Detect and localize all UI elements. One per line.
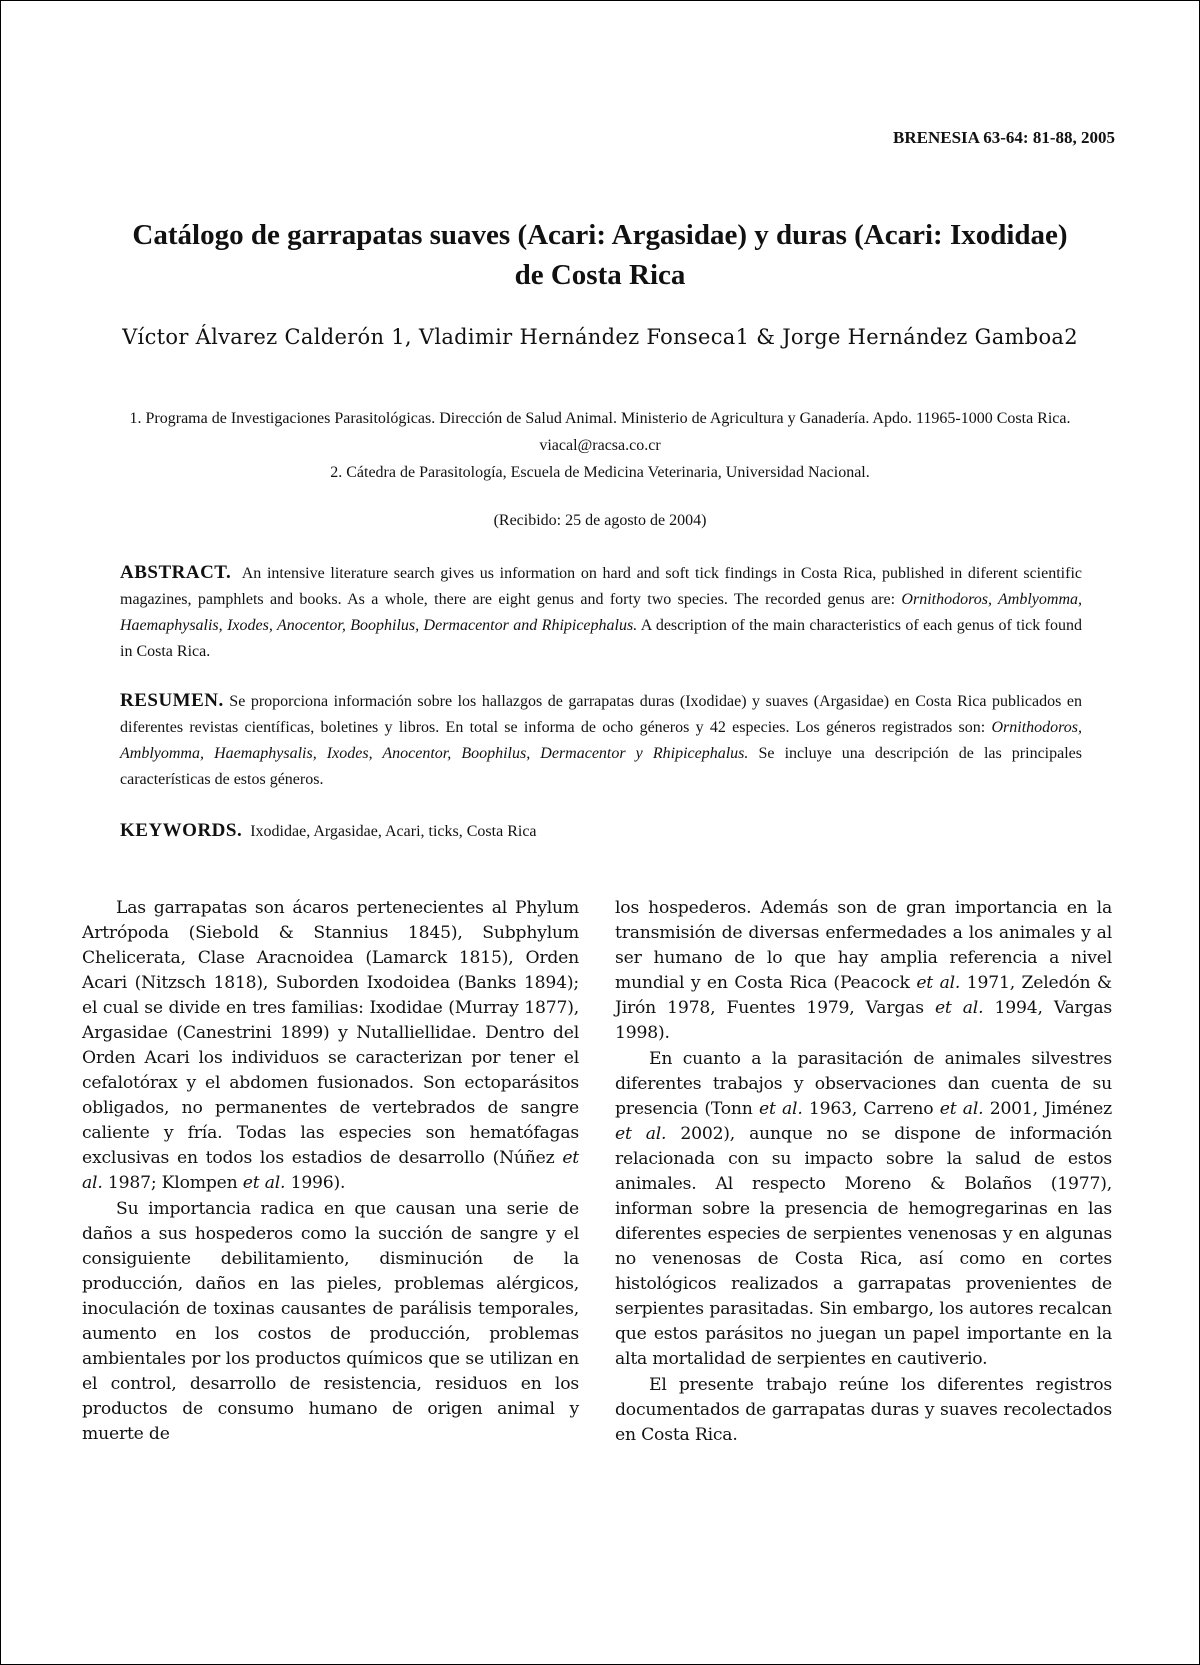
resumen-text-2: Se incluye una descripción de las principales características de estos géneros. xyxy=(120,745,1083,788)
body-column-left xyxy=(82,896,579,1448)
received-date: (Recibido: 25 de agosto de 2004) xyxy=(493,512,707,529)
resumen xyxy=(120,688,1082,793)
et-al: et al. xyxy=(934,998,984,1018)
abstract-text-1: An intensive literature search gives us information on hard and soft tick findings in Costa Rica, published in diferent scientific magazines, pamphlets and books. As a whole, there are eight genus and forty two species. The recorded genus are: xyxy=(120,565,1082,608)
authors: Víctor Álvarez Calderón 1, Vladimir Hernández Fonseca1 & Jorge Hernández Gamboa2 xyxy=(122,325,1078,349)
text-run: Las garrapatas son ácaros pertenecientes al Phylum Artrópoda (Siebold & Stannius 1845), Subphylum Chelicerata, Clase Aracnoidea (Lamarck 1815), Orden Acari (Nitzsch 1818), Suborden Ixodoidea (Banks 1894); el cual se divide en tres familias: Ixodidae (Murray 1877), Argasidae (Canestrini 1899) y Nutalliellidae. Dentro del Orden Acari los individuos se caracterizan por tener el cefalotórax y el abdomen fusionados. Son ectoparásitos obligados, no permanentes de vertebrados de sangre caliente y fría. Todas las especies son hematófagas exclusivas en todos los estadios de desarrollo (Núñez xyxy=(82,898,579,1168)
text-run: 1963, Carreno xyxy=(802,1099,940,1119)
body-paragraph: El presente trabajo reúne los diferentes registros documentados de garrapatas duras y suaves recolectados en Costa Rica. xyxy=(615,1375,1112,1445)
affiliation-2: 2. Cátedra de Parasitología, Escuela de Medicina Veterinaria, Universidad Nacional. xyxy=(330,464,870,481)
text-run: En cuanto a la parasitación de animales silvestres diferentes trabajos y observaciones dan cuenta de su presencia (Tonn xyxy=(615,1049,1112,1119)
text-run: 1996). xyxy=(285,1173,346,1193)
body-paragraph xyxy=(82,896,579,1196)
et-al: et al. xyxy=(916,973,961,993)
body-paragraph: Su importancia radica en que causan una serie de daños a sus hospederos como la succión de sangre y el consiguiente debilitamiento, disminución de la producción, daños en las pieles, problemas alérgicos, inoculación de toxinas causantes de parálisis temporales, aumento en los costos de producción, problemas ambientales por los productos químicos que se utilizan en el control, desarrollo de resistencia, residuos en los productos de consumo humano de origen animal y muerte de xyxy=(82,1199,579,1444)
text-run: 1987; Klompen xyxy=(102,1173,243,1193)
journal-citation: BRENESIA 63-64: 81-88, 2005 xyxy=(893,128,1115,147)
abstract-label: ABSTRACT. xyxy=(120,562,232,583)
resumen-label: RESUMEN. xyxy=(120,690,224,711)
resumen-genera: Ornithodoros, Amblyomma, Haemaphysalis, Ixodes, Anocentor, Boophilus, Dermacentor y Rhipicephalus. xyxy=(120,719,1082,762)
body-paragraph xyxy=(615,1047,1112,1372)
abstract-text-2: A description of the main characteristics of each genus of tick found in Costa Rica. xyxy=(120,617,1083,660)
body-column-right xyxy=(615,896,1112,1449)
keywords-text: Ixodidae, Argasidae, Acari, ticks, Costa Rica xyxy=(250,823,537,840)
text-run: 1971, Zeledón & Jirón 1978, Fuentes 1979, Vargas xyxy=(615,973,1112,1018)
affiliations xyxy=(90,405,1110,486)
text-run: 1994, Vargas 1998). xyxy=(615,998,1112,1043)
affiliation-1: 1. Programa de Investigaciones Parasitológicas. Dirección de Salud Animal. Ministerio de Agricultura y Ganadería. Apdo. 11965-1000 Costa Rica. viacal@racsa.co.cr xyxy=(129,410,1071,454)
keywords-label: KEYWORDS. xyxy=(120,820,243,841)
article-title: Catálogo de garrapatas suaves (Acari: Argasidae) y duras (Acari: Ixodidae) de Costa Rica xyxy=(132,219,1068,291)
keywords xyxy=(120,818,1082,845)
body-paragraph xyxy=(615,896,1112,1046)
text-run: 2002), aunque no se dispone de información relacionada con su impacto sobre la salud de estos animales. Al respecto Moreno & Bolaños (1977), informan sobre la presencia de hemogregarinas en las diferentes especies de serpientes venenosas y en algunas no venenosas de Costa Rica, así como en cortes histológicos realizados a garrapatas provenientes de serpientes parasitadas. Sin embargo, los autores recalcan que estos parásitos no juegan un papel importante en la alta mortalidad de serpientes en cautiverio. xyxy=(615,1124,1112,1369)
text-run: 2001, Jiménez xyxy=(983,1099,1112,1119)
resumen-text-1: Se proporciona información sobre los hallazgos de garrapatas duras (Ixodidae) y suaves (Argasidae) en Costa Rica publicados en diferentes revistas científicas, boletines y libros. En total se informa de ocho géneros y 42 especies. Los géneros registrados son: xyxy=(120,693,1082,736)
et-al: et al. xyxy=(758,1099,803,1119)
abstract-genera: Ornithodoros, Amblyomma, Haemaphysalis, Ixodes, Anocentor, Boophilus, Dermacentor and Rhipicephalus. xyxy=(120,591,1082,634)
abstract xyxy=(120,560,1082,665)
text-run: los hospederos. Además son de gran importancia en la transmisión de diversas enfermedades a los animales y al ser humano de lo que hay amplia referencia a nivel mundial y en Costa Rica (Peacock xyxy=(615,898,1112,993)
et-al: et al. xyxy=(615,1124,667,1144)
et-al: et al. xyxy=(82,1148,579,1193)
et-al: et al. xyxy=(939,1099,984,1119)
et-al: et al. xyxy=(242,1173,286,1193)
